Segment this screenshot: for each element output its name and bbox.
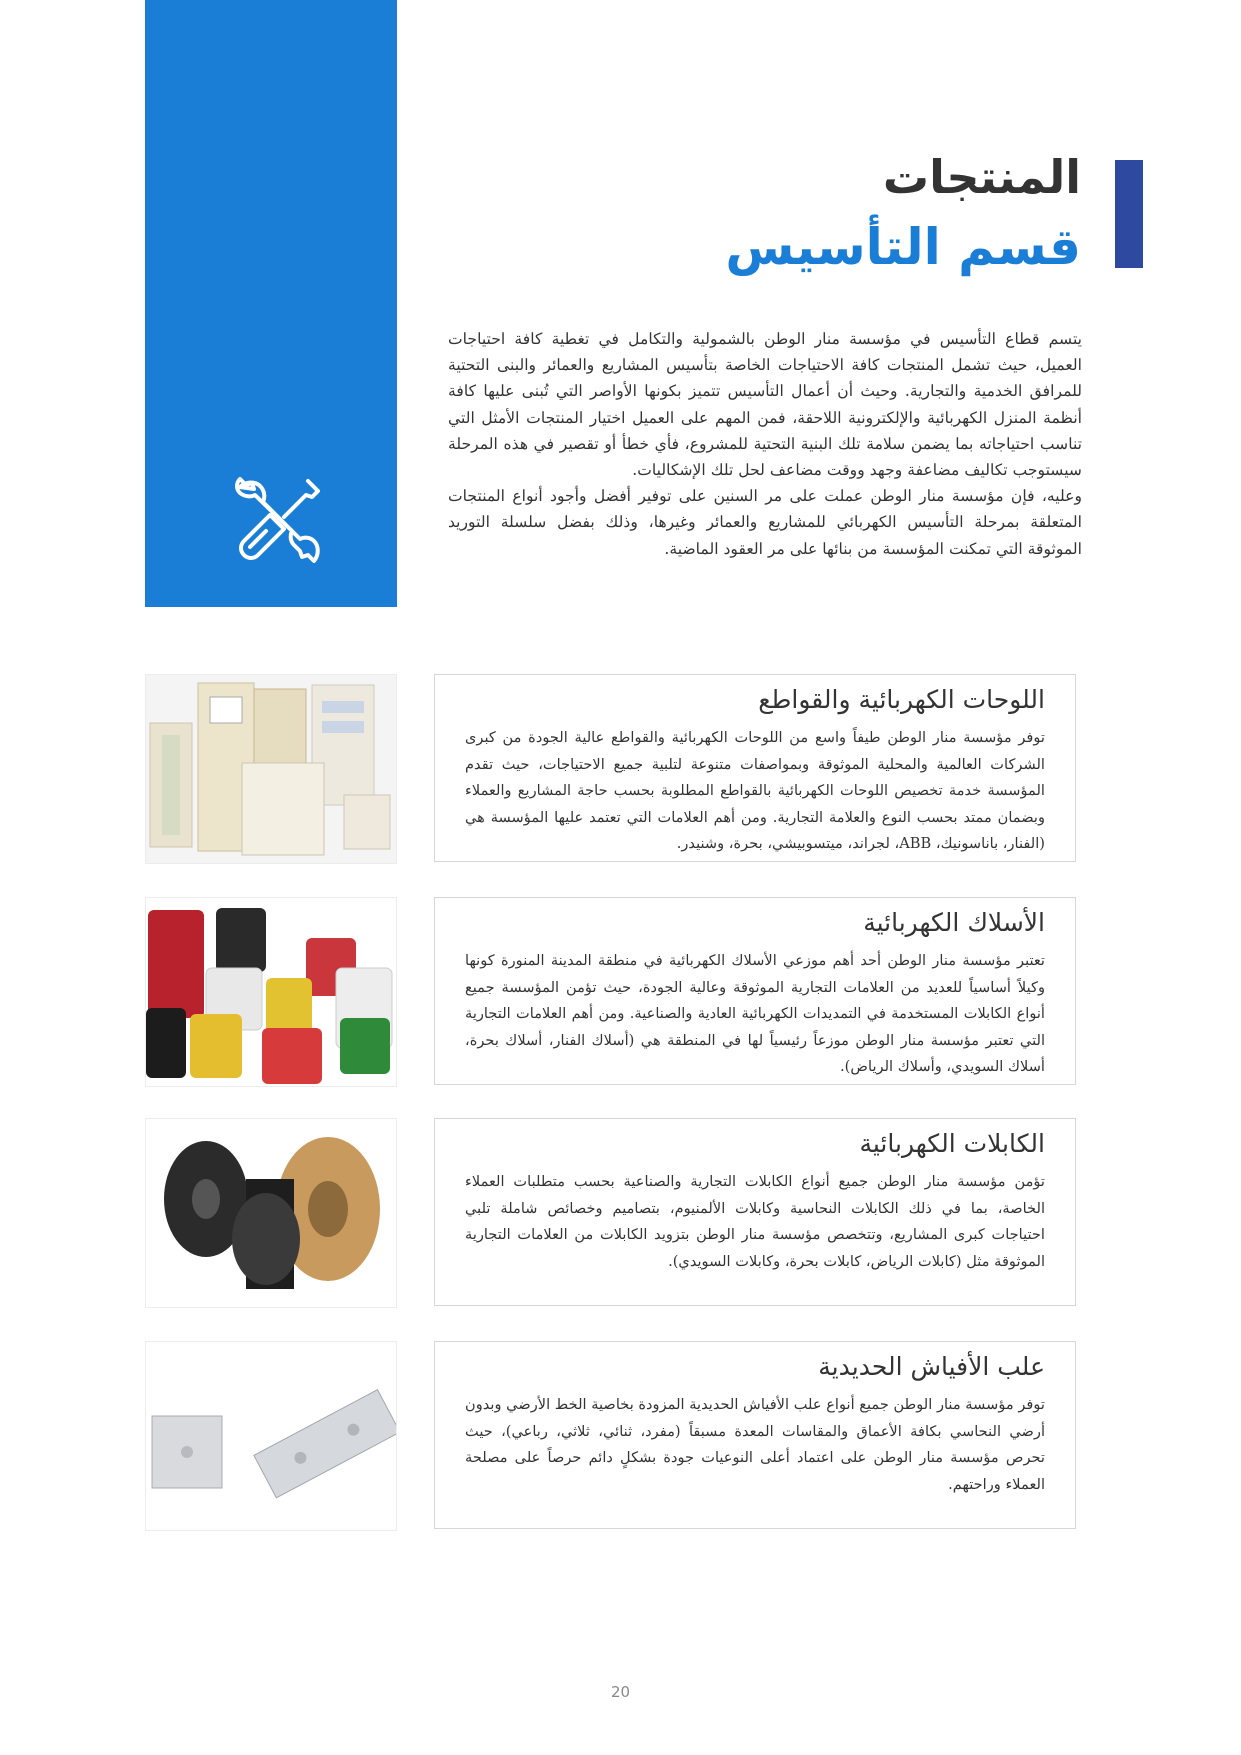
page-title: المنتجات: [882, 150, 1081, 204]
product-card-cables: [434, 1118, 1076, 1306]
page-number: 20: [610, 1683, 631, 1701]
tools-icon: [230, 475, 322, 567]
page-subtitle: قسم التأسيس: [725, 218, 1081, 276]
product-title-boxes: علب الأفياش الحديدية: [818, 1352, 1045, 1381]
product-body-panels: توفر مؤسسة منار الوطن طيفاً واسع من اللوحات الكهربائية والقواطع عالية الجودة من كبرى الشركات العالمية والمحلية الموثوقة وبمواصفات متنوعة لتلبية جميع الاحتياجات، حيث تقدم المؤسسة خدمة تخصيص اللوحات الكهربائية بالقواطع المطلوبة بحسب حاجة المشاريع والعملاء وبضمان ممتد بحسب النوع والعلامة التجارية. ومن أهم العلامات التي تعتمد عليها المؤسسة هي (الفنار، باناسونيك، ABB، لجراند، ميتسوبيشي، بحرة، وشنيدر.: [465, 729, 1045, 852]
product-title-wires: الأسلاك الكهربائية: [863, 908, 1045, 937]
product-body-cables: تؤمن مؤسسة منار الوطن جميع أنواع الكابلات التجارية والصناعية بحسب متطلبات العملاء الخاصة، بما في ذلك الكابلات النحاسية وكابلات الألمنيوم، بتصاميم وخصائص شاملة تلبي احتياجات كبرى المشاريع، وتتخصص مؤسسة منار الوطن بتزويد الكابلات من العلامات التجارية الموثوقة مثل (كابلات الرياض، كابلات بحرة، وكابلات السويدي).: [465, 1173, 1045, 1270]
cable-drums-photo: [145, 1118, 397, 1308]
metal-boxes-photo: [145, 1341, 397, 1531]
intro-paragraph-2: وعليه، فإن مؤسسة منار الوطن عملت على مر السنين على توفير أفضل وأجود أنواع المنتجات المتعلقة بمرحلة التأسيس الكهربائي للمشاريع والعمائر وغيرها، وذلك بفضل سلسلة التوريد الموثوقة التي تمكنت المؤسسة من بنائها على مر العقود الماضية.: [448, 487, 1082, 558]
intro-paragraph-1: يتسم قطاع التأسيس في مؤسسة منار الوطن بالشمولية والتكامل في تغطية كافة احتياجات العميل، حيث تشمل المنتجات كافة الاحتياجات الخاصة بتأسيس المشاريع والعمائر والبنى التحتية للمرافق الخدمية والتجارية. وحيث أن أعمال التأسيس تتميز بكونها الأواصر التي تُبنى عليها كافة أنظمة المنزل الكهربائية والإلكترونية اللاحقة، فمن المهم على العميل اختيار المنتجات الأمثل التي تناسب احتياجاته بما يضمن سلامة تلك البنية التحتية للمشروع، فأي خطأ أو تقصير في هذه المرحلة سيستوجب تكاليف مضاعفة وجهد ووقت مضاعف لحل تلك الإشكاليات.: [448, 330, 1082, 480]
product-body-boxes: توفر مؤسسة منار الوطن جميع أنواع علب الأفياش الحديدية المزودة بخاصية الخط الأرضي وبدون أرضي النحاسي بكافة الأعماق والمقاسات المعدة مسبقاً (مفرد، ثنائي، ثلاثي، رباعي)، حيث تحرص مؤسسة منار الوطن على اعتماد أعلى النوعيات جودة بشكلٍ دائم حرصاً على مصلحة العملاء وراحتهم.: [465, 1396, 1045, 1493]
product-title-panels: اللوحات الكهربائية والقواطع: [758, 685, 1045, 714]
product-title-cables: الكابلات الكهربائية: [859, 1129, 1045, 1158]
product-card-boxes: [434, 1341, 1076, 1529]
wire-spools-photo: [145, 897, 397, 1087]
product-card-panels: [434, 674, 1076, 862]
accent-bar: [1115, 160, 1143, 268]
electrical-panels-photo: [145, 674, 397, 864]
intro-text: [448, 326, 1082, 562]
product-card-wires: [434, 897, 1076, 1085]
product-body-wires: تعتبر مؤسسة منار الوطن أحد أهم موزعي الأسلاك الكهربائية في منطقة المدينة المنورة كونها وكيلاً أساسياً للعديد من العلامات التجارية الموثوقة وعالية الجودة، حيث تؤمن المؤسسة جميع أنواع الكابلات المستخدمة في التمديدات الكهربائية العادية والصناعية. ومن أهم العلامات التجارية التي تعتبر مؤسسة منار الوطن موزعاً رئيسياً لها في المنطقة هي (أسلاك الفنار، أسلاك بحرة، أسلاك السويدي، وأسلاك الرياض).: [465, 952, 1045, 1075]
